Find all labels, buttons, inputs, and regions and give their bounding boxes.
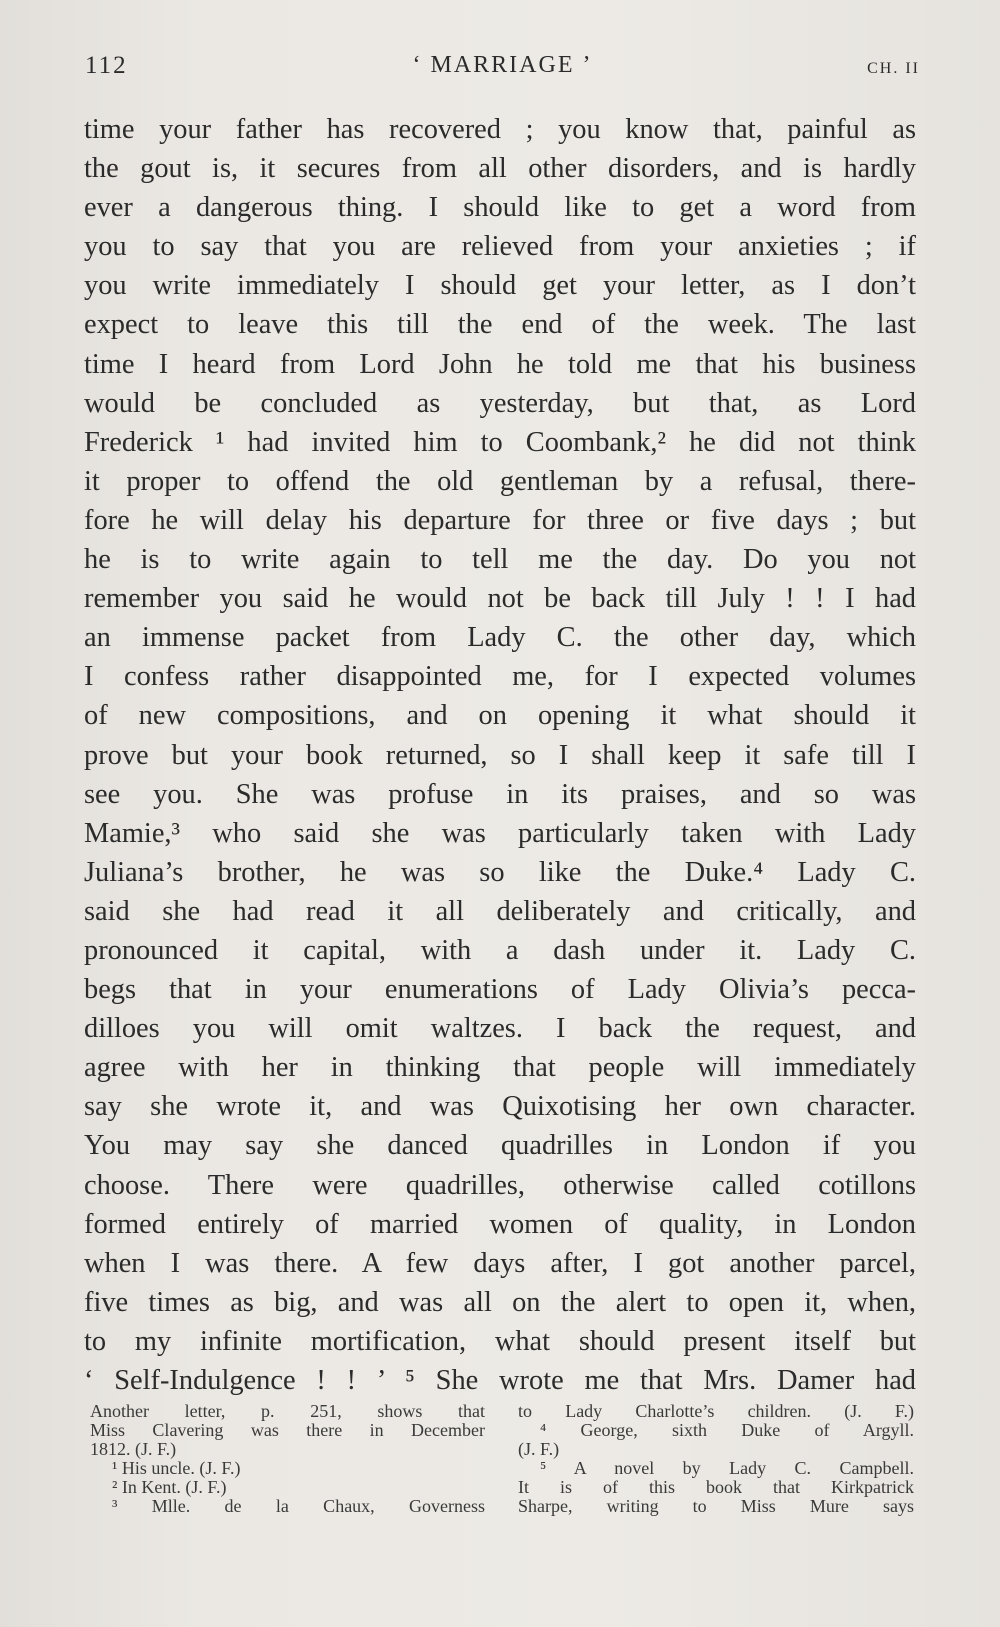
text-line: Juliana’s brother, he was so like the Duke.⁴ Lady C. [84, 856, 916, 888]
text-line: prove but your book returned, so I shall keep it safe till I [84, 739, 916, 771]
text-line: it proper to offend the old gentleman by a refusal, there- [84, 465, 916, 497]
footnote-line: (J. F.) [518, 1439, 560, 1459]
chapter-label: CH. II [867, 60, 920, 77]
text-line: would be concluded as yesterday, but that, as Lord [84, 387, 916, 419]
footnote-line: to Lady Charlotte’s children. (J. F.) [518, 1401, 914, 1421]
text-line: I confess rather disappointed me, for I expected volumes [84, 661, 916, 693]
text-line: formed entirely of married women of quality, in London [84, 1208, 916, 1240]
running-title: ‘ MARRIAGE ’ [412, 52, 593, 78]
text-line: five times as big, and was all on the alert to open it, when, [84, 1286, 916, 1318]
footnotes-left-column [90, 1402, 485, 1516]
text-line: you write immediately I should get your letter, as I don’t [84, 270, 916, 302]
footnote-2: ² In Kent. (J. F.) [112, 1477, 227, 1497]
text-line: said she had read it all deliberately and critically, and [84, 895, 916, 927]
text-line: ‘ Self-Indulgence ! ! ’ ⁵ She wrote me that Mrs. Damer had [84, 1365, 916, 1396]
text-line: an immense packet from Lady C. the other day, which [84, 622, 916, 654]
text-line: pronounced it capital, with a dash under it. Lady C. [84, 934, 916, 966]
footnote-1: ¹ His uncle. (J. F.) [112, 1458, 241, 1478]
text-line: say she wrote it, and was Quixotising her own character. [84, 1091, 916, 1123]
footnote-5: ⁵ A novel by Lady C. Campbell. [540, 1458, 914, 1478]
text-line: the gout is, it secures from all other disorders, and is hardly [84, 153, 916, 185]
footnote-line: 1812. (J. F.) [90, 1439, 177, 1459]
text-line: remember you said he would not be back till July ! ! I had [84, 583, 916, 615]
text-line: expect to leave this till the end of the week. The last [84, 309, 916, 341]
footnote-line: Another letter, p. 251, shows that [90, 1401, 485, 1421]
text-line: dilloes you will omit waltzes. I back the request, and [84, 1013, 916, 1045]
text-line: Mamie,³ who said she was particularly taken with Lady [84, 817, 916, 849]
text-line: fore he will delay his departure for three or five days ; but [84, 504, 916, 536]
footnote-3: ³ Mlle. de la Chaux, Governess [112, 1496, 485, 1516]
text-line: time I heard from Lord John he told me that his business [84, 348, 916, 380]
running-head [85, 48, 920, 88]
body-text [84, 110, 916, 1400]
footnote-line: Miss Clavering was there in December [90, 1420, 485, 1440]
page-number: 112 [85, 52, 128, 79]
text-line: begs that in your enumerations of Lady Olivia’s pecca- [84, 974, 916, 1006]
text-line: choose. There were quadrilles, otherwise called cotillons [84, 1169, 916, 1201]
text-line: to my infinite mortification, what should present itself but [84, 1325, 916, 1357]
text-line: ever a dangerous thing. I should like to get a word from [84, 192, 916, 224]
text-line: time your father has recovered ; you know that, painful as [84, 114, 916, 145]
text-line: agree with her in thinking that people will immediately [84, 1052, 916, 1084]
text-line: he is to write again to tell me the day. Do you not [84, 544, 916, 576]
text-line: see you. She was profuse in its praises, and so was [84, 778, 916, 810]
text-line: you to say that you are relieved from your anxieties ; if [84, 231, 916, 263]
text-line: You may say she danced quadrilles in London if you [84, 1130, 916, 1162]
footnote-4: ⁴ George, sixth Duke of Argyll. [540, 1420, 914, 1440]
footnote-line: It is of this book that Kirkpatrick [518, 1477, 914, 1497]
text-line: Frederick ¹ had invited him to Coombank,² he did not think [84, 426, 916, 458]
text-line: of new compositions, and on opening it what should it [84, 700, 916, 732]
footnote-line: Sharpe, writing to Miss Mure says [518, 1496, 914, 1516]
footnotes-right-column [518, 1402, 914, 1516]
text-line: when I was there. A few days after, I got another parcel, [84, 1247, 916, 1279]
footnotes [90, 1402, 914, 1582]
